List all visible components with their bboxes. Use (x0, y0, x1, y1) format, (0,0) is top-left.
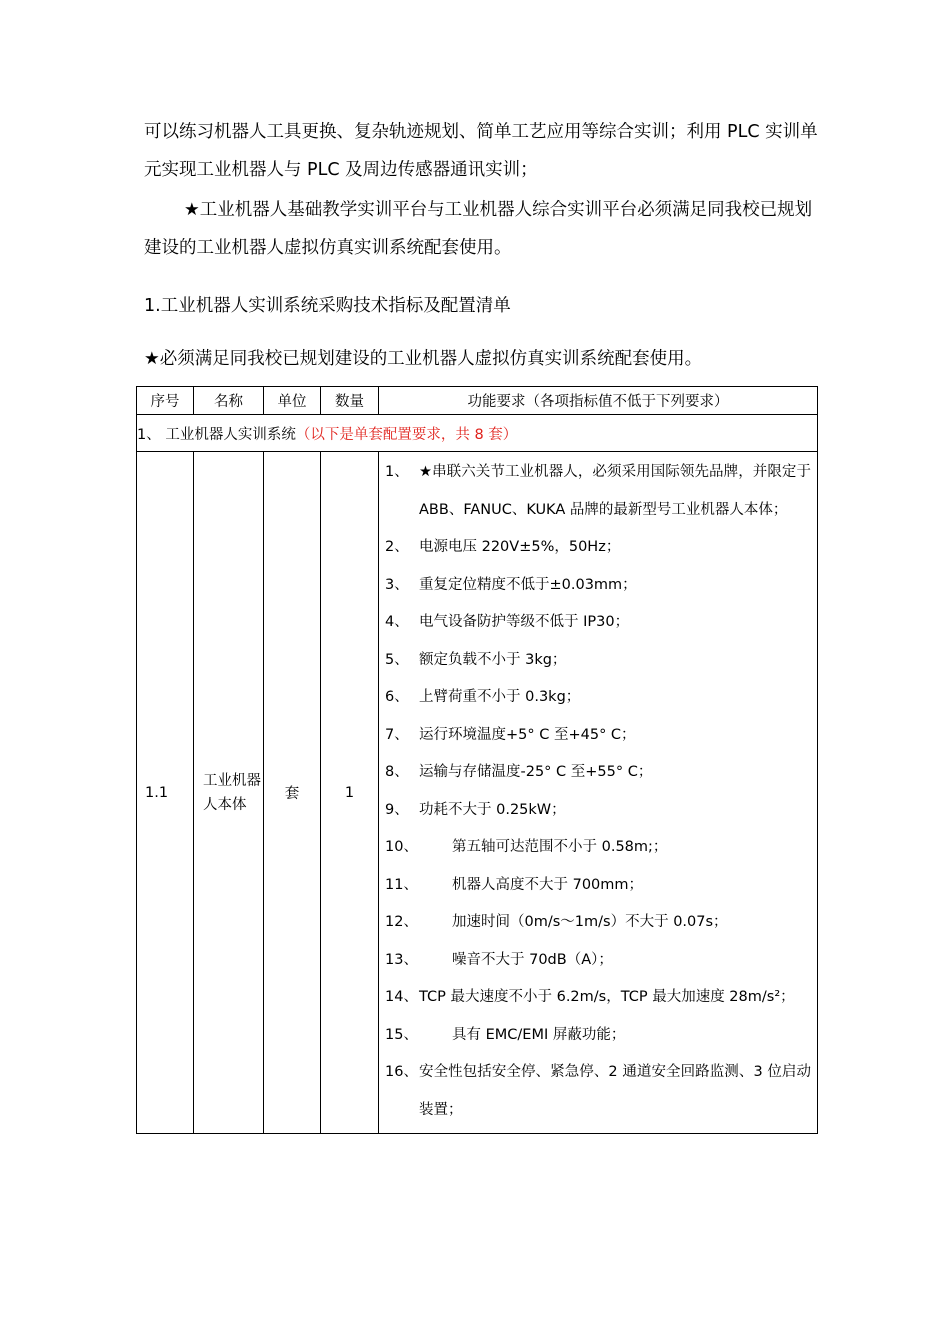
requirement-item: 7、 运行环境温度+5° C 至+45° C； (385, 726, 636, 743)
requirement-item: 2、 电源电压 220V±5%，50Hz； (385, 539, 621, 555)
section-note: （以下是单套配置要求，共 8 套） (295, 426, 518, 443)
section-label: 1、 工业机器人实训系统 (137, 426, 296, 443)
requirement-item: 6、 上臂荷重不小于 0.3kg； (385, 689, 581, 705)
requirement-item: 11、 机器人高度不大于 700mm； (385, 876, 644, 893)
requirement-item: 13、 噪音不大于 70dB（A）； (385, 951, 613, 968)
header-name: 名称 (194, 387, 264, 415)
requirement-item: 8、 运输与存储温度-25° C 至+55° C； (385, 764, 653, 780)
header-qty: 数量 (321, 387, 379, 415)
row-requirements (379, 452, 818, 1134)
requirement-item: 16、 安全性包括安全停、紧急停、2 通道安全回路监测、3 位启动装置； (385, 1064, 811, 1118)
requirement-item: 9、 功耗不大于 0.25kW； (385, 801, 566, 818)
spec-table (136, 386, 818, 1134)
table-row (137, 452, 818, 1134)
requirement-item: 5、 额定负载不小于 3kg； (385, 651, 567, 668)
requirement-item: 14、 TCP 最大速度不小于 6.2m/s，TCP 最大加速度 28m/s²； (385, 989, 795, 1005)
requirement-item: 1、 ★串联六关节工业机器人，必须采用国际领先品牌，并限定于 ABB、FANUC、KUKA 品牌的最新型号工业机器人本体； (385, 464, 811, 518)
table-section-row (137, 415, 818, 452)
table-header-row (137, 387, 818, 415)
requirement-item: 15、 具有 EMC/EMI 屏蔽功能； (385, 1026, 626, 1043)
row-qty: 1 (321, 452, 379, 1134)
row-no: 1.1 (137, 452, 194, 1134)
section-cell (137, 415, 818, 452)
header-unit: 单位 (264, 387, 321, 415)
requirement-item: 3、 重复定位精度不低于±0.03mm； (385, 576, 637, 593)
paragraph-platform-requirement: ★工业机器人基础教学实训平台与工业机器人综合实训平台必须满足同我校已规划建设的工业机器人虚拟仿真实训系统配套使用。 (144, 200, 813, 258)
row-name: 工业机器人本体 (194, 452, 264, 1134)
row-unit: 套 (264, 452, 321, 1134)
requirement-note: ★必须满足同我校已规划建设的工业机器人虚拟仿真实训系统配套使用。 (144, 349, 703, 369)
header-requirements: 功能要求（各项指标值不低于下列要求） (379, 387, 818, 415)
requirement-item: 10、 第五轴可达范围不小于 0.58m;； (385, 839, 668, 855)
paragraph-training-content: 可以练习机器人工具更换、复杂轨迹规划、简单工艺应用等综合实训；利用 PLC 实训单元实现工业机器人与 PLC 及周边传感器通讯实训； (144, 122, 818, 180)
header-no: 序号 (137, 387, 194, 415)
requirement-item: 12、 加速时间（0m/s～1m/s）不大于 0.07s； (385, 914, 728, 930)
section-heading: 1.工业机器人实训系统采购技术指标及配置清单 (144, 296, 511, 316)
requirement-item: 4、 电气设备防护等级不低于 IP30； (385, 614, 630, 630)
